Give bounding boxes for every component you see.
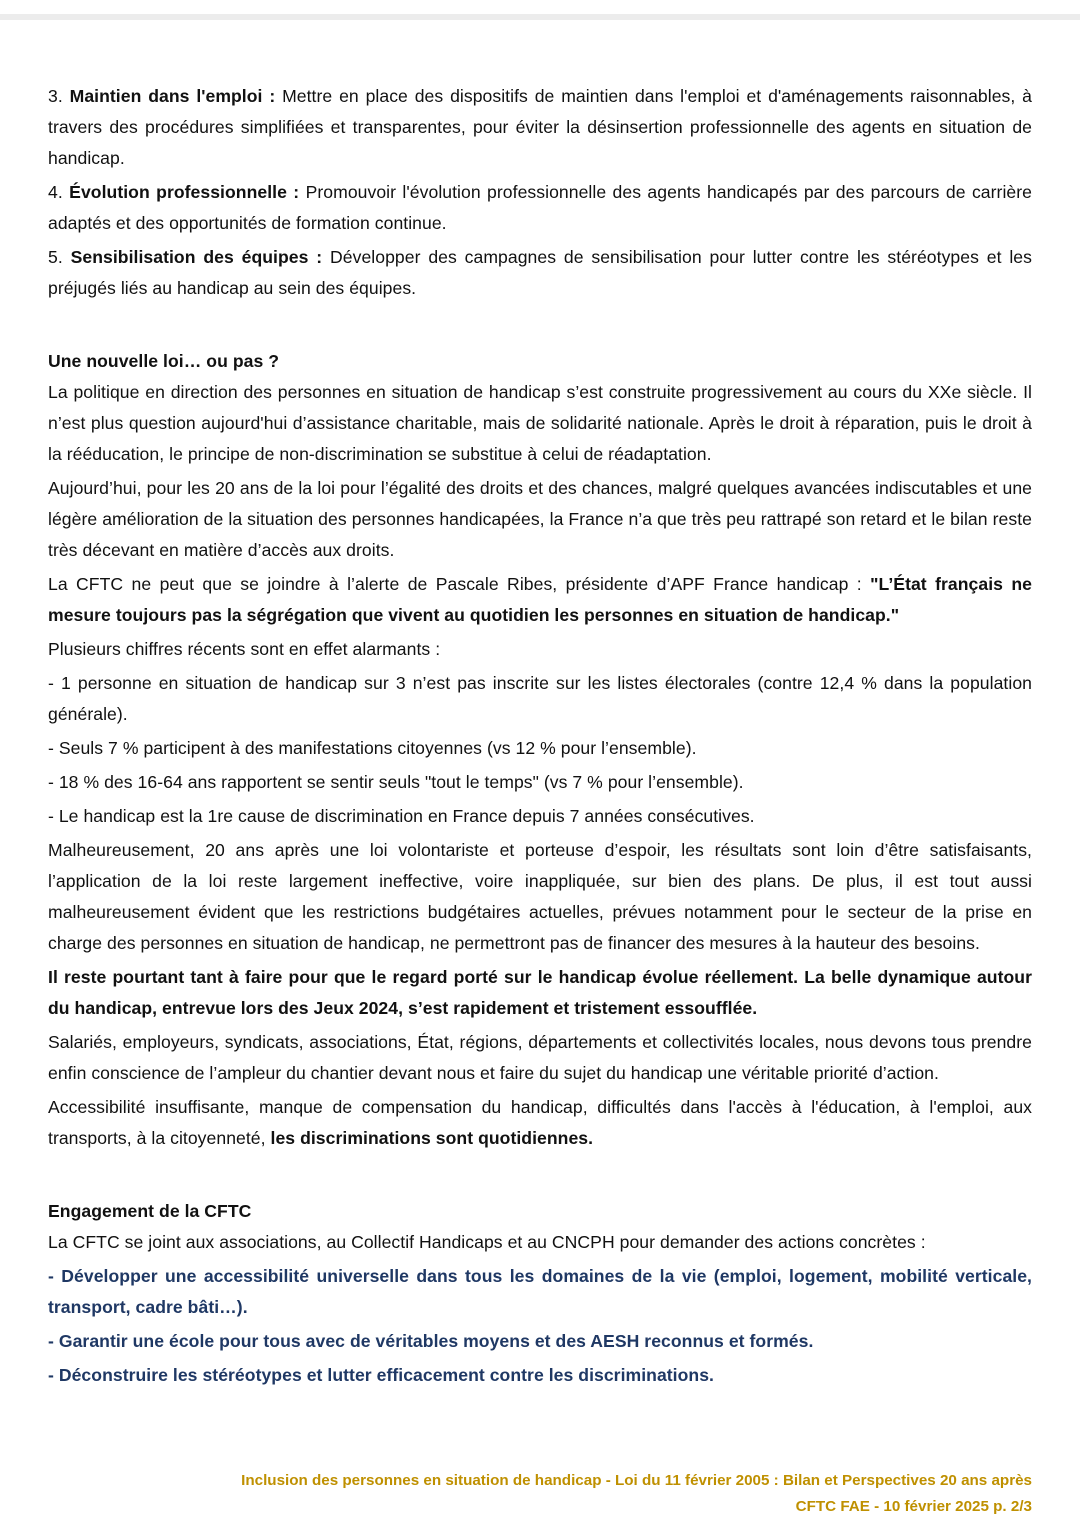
paragraph-malheureusement: Malheureusement, 20 ans après une loi volontariste et porteuse d’espoir, les résultats sont loin d’être satisfaisants, l’application de la loi reste largement ineffective, voire inappliquée, sur bien des plans. De plus, il est tout aussi malheureusement évident que les restrictions budgétaires actuelles, prévues notamment pour le secteur de la prise en charge des personnes en situation de handicap, ne permettront pas de financer des mesures à la hauteur des besoins. [48, 840, 1032, 953]
item-4-number: 4. [48, 182, 63, 202]
footer-line-reference: CFTC FAE - 10 février 2025 p. 2/3 [795, 1498, 1032, 1515]
page-footer [48, 1468, 1032, 1520]
paragraph-engagement-intro: La CFTC se joint aux associations, au Collectif Handicaps et au CNCPH pour demander des actions concrètes : [48, 1232, 926, 1252]
stat-item-solitude: - 18 % des 16-64 ans rapportent se sentir seuls "tout le temps" (vs 7 % pour l’ensemble). [48, 772, 744, 792]
numbered-item-4 [48, 177, 1032, 239]
item-4-body: Promouvoir l'évolution professionnelle des agents handicapés par des parcours de carrière adaptés et des opportunités de formation continue. [48, 182, 1032, 233]
footer-line-title: Inclusion des personnes en situation de handicap - Loi du 11 février 2005 : Bilan et Perspectives 20 ans après [241, 1472, 1032, 1489]
spacer [48, 1154, 1032, 1196]
stat-item-manifestations: - Seuls 7 % participent à des manifestations citoyennes (vs 12 % pour l’ensemble). [48, 738, 697, 758]
stat-item-discrimination: - Le handicap est la 1re cause de discrimination en France depuis 7 années consécutives. [48, 806, 755, 826]
item-5-body: Développer des campagnes de sensibilisation pour lutter contre les stéréotypes et les préjugés liés au handicap au sein des équipes. [48, 247, 1032, 298]
paragraph-chiffres-intro: Plusieurs chiffres récents sont en effet alarmants : [48, 639, 441, 659]
cftc-alerte-lead: La CFTC ne peut que se joindre à l’alerte de Pascale Ribes, présidente d’APF France handicap : [48, 574, 871, 594]
paragraph-politique-handicap: La politique en direction des personnes en situation de handicap s’est construite progressivement au cours du XXe siècle. Il n’est plus question aujourd'hui d’assistance charitable, mais de solidarité nationale. Après le droit à réparation, puis le droit à la rééducation, le principe de non-discrimination se substitue à celui de réadaptation. [48, 382, 1032, 464]
demand-item-ecole-pour-tous: - Garantir une école pour tous avec de véritables moyens et des AESH reconnus et formés. [48, 1331, 814, 1351]
item-3-number: 3. [48, 86, 63, 106]
paragraph-aujourdhui-20-ans: Aujourd’hui, pour les 20 ans de la loi pour l’égalité des droits et des chances, malgré quelques avancées indiscutables et une légère amélioration de la situation des personnes handicapées, la France n’a que très peu rattrapé son retard et le bilan reste très décevant en matière d’accès aux droits. [48, 478, 1032, 560]
reste-a-faire-bold: Il reste pourtant tant à faire pour que le regard porté sur le handicap évolue réellement. La belle dynamique autour du handicap, entrevue lors des Jeux 2024, s’est rapidement et tristement essoufflée. [48, 967, 1032, 1018]
paragraph-accessibilite-insuffisante [48, 1092, 1032, 1154]
item-3-body: Mettre en place des dispositifs de maintien dans l'emploi et d'aménagements raisonnables, à travers des procédures simplifiées et transparentes, pour éviter la désinsertion professionnelle des agents en situation de handicap. [48, 86, 1032, 168]
item-4-term: Évolution professionnelle : [69, 182, 300, 202]
item-5-term: Sensibilisation des équipes : [70, 247, 323, 267]
section-heading-nouvelle-loi: Une nouvelle loi… ou pas ? [48, 351, 280, 371]
demand-item-accessibilite-universelle: - Développer une accessibilité universelle dans tous les domaines de la vie (emploi, logement, mobilité verticale, transport, cadre bâti…). [48, 1266, 1032, 1317]
paragraph-salaries-employeurs: Salariés, employeurs, syndicats, associations, État, régions, départements et collectivités locales, nous devons tous prendre enfin conscience de l’ampleur du chantier devant nous et faire du sujet du handicap une véritable priorité d’action. [48, 1032, 1032, 1083]
accessibilite-lead: Accessibilité insuffisante, manque de compensation du handicap, difficultés dans l'accès à l'éducation, à l'emploi, aux transports, à la citoyenneté, [48, 1097, 1032, 1148]
page-top-divider [0, 14, 1080, 20]
document-body [48, 78, 1032, 1391]
numbered-item-5 [48, 242, 1032, 304]
demand-item-deconstruire-stereotypes: - Déconstruire les stéréotypes et lutter efficacement contre les discriminations. [48, 1365, 714, 1385]
item-3-term: Maintien dans l'emploi : [69, 86, 276, 106]
section-heading-engagement-cftc: Engagement de la CFTC [48, 1201, 252, 1221]
paragraph-cftc-alerte [48, 569, 1032, 631]
numbered-item-3 [48, 81, 1032, 174]
accessibilite-bold: les discriminations sont quotidiennes. [270, 1128, 594, 1148]
spacer [48, 304, 1032, 346]
stat-item-listes-electorales: - 1 personne en situation de handicap sur 3 n’est pas inscrite sur les listes électorales (contre 12,4 % dans la population générale). [48, 673, 1032, 724]
cftc-alerte-quote: "L’État français ne mesure toujours pas la ségrégation que vivent au quotidien les personnes en situation de handicap." [48, 574, 1032, 625]
item-5-number: 5. [48, 247, 63, 267]
paragraph-reste-a-faire [48, 962, 1032, 1024]
